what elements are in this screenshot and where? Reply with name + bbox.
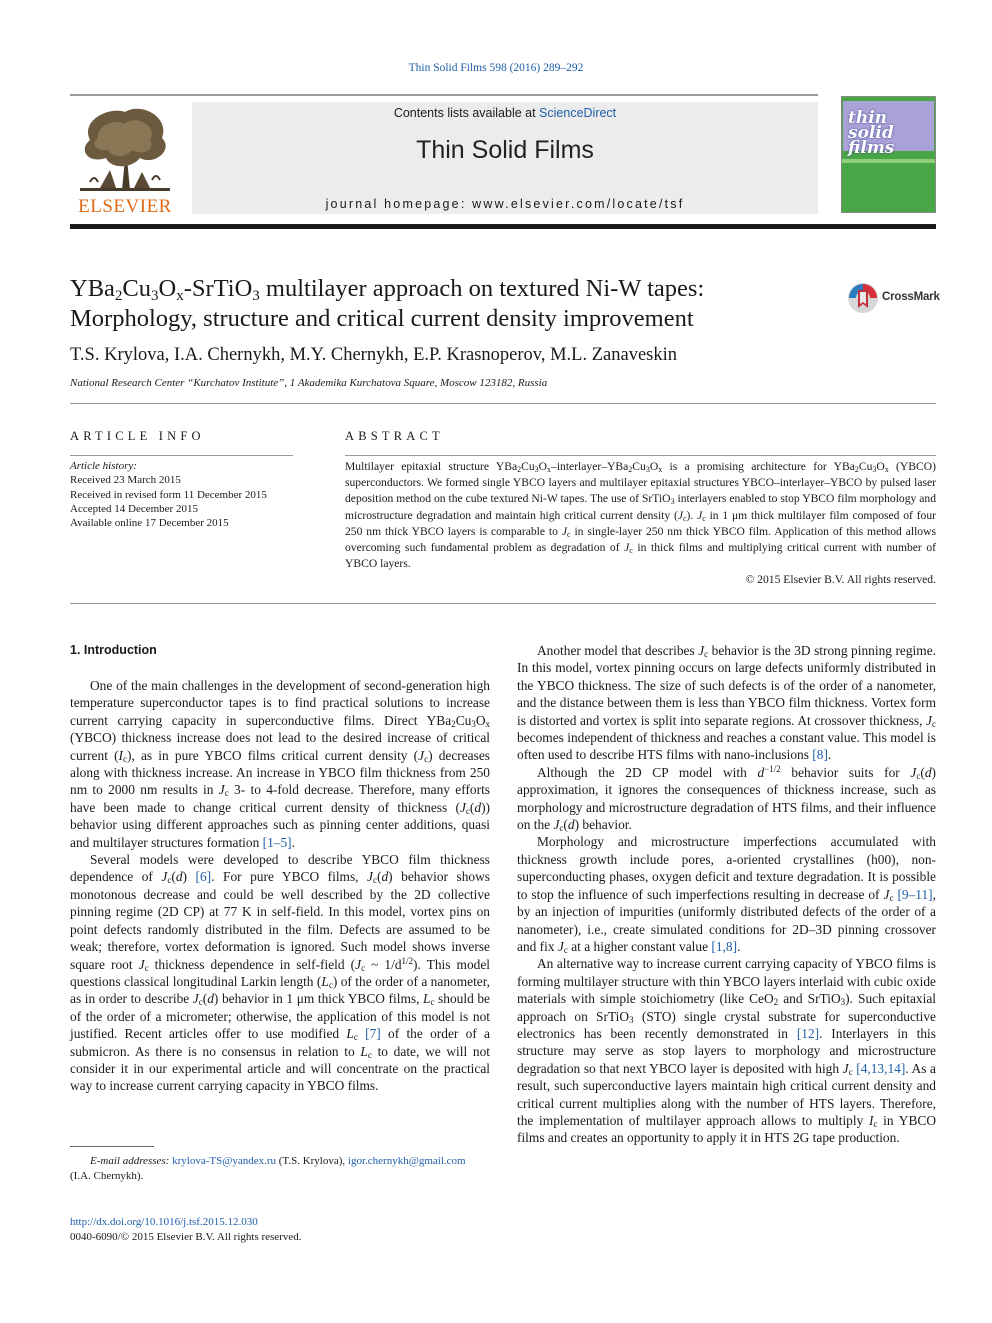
citation-link[interactable]: [8] xyxy=(812,747,828,763)
abstract-divider xyxy=(70,603,936,604)
contents-line xyxy=(192,106,818,120)
journal-reference-link[interactable]: Thin Solid Films 598 (2016) 289–292 xyxy=(408,62,584,74)
paragraph: Another model that describes $J_c$ behavior is the 3D strong pinning regime. In this model, vortex pinning occurs on large defects uniformly distributed in the YBCO thickness. The size of such defects is of the order of a nanometer, and the distance between them is less than YBCO film thickness. Vortex form is distorted and vortex is split into separate regions. At crossover thickness, $J_c$ becomes independent of thickness and reaches a constant value. This model is often used to describe HTS films with nano-inclusions [8]. xyxy=(517,643,936,763)
affiliation: National Research Center “Kurchatov Institute”, 1 Akademika Kurchatova Square, Moscow 123182, Russia xyxy=(70,377,548,389)
paragraph: An alternative way to increase current carrying capacity of YBCO films is forming multilayer structure with thin YBCO layers interlaid with cubic oxide materials with simple stoichiometry (like CeO$_2$ and SrTiO$_3$). Such epitaxial approach on SrTiO$_3$ (STO) single crystal substrate for superconductive electronics has been recently demonstrated in [12]. Interlayers in this structure may serve as stop layers to morphology and microstructure degradation so that next YBCO layer is deposited with high $J_c$ [4,13,14]. As a result, such superconductive layers maintain high critical current density and critical current multiplies along with the number of HTS layers. Therefore, the implementation of multilayer approach allows to multiply $I_c$ in YBCO films and creates an opportunity to apply it in HTS 2G tape production. xyxy=(517,956,936,1146)
abstract-copyright: © 2015 Elsevier B.V. All rights reserved. xyxy=(745,573,936,587)
article-title xyxy=(70,274,830,334)
abstract-text xyxy=(345,459,936,589)
citation-link[interactable]: [1–5] xyxy=(262,834,292,850)
body-column-left xyxy=(70,677,490,1095)
author-list: T.S. Krylova, I.A. Chernykh, M.Y. Chernykh, E.P. Krasnoperov, M.L. Zanaveskin xyxy=(70,345,677,365)
doi-link[interactable]: http://dx.doi.org/10.1016/j.tsf.2015.12.030 xyxy=(70,1216,258,1228)
online-date: Available online 17 December 2015 xyxy=(70,517,229,530)
paragraph: Several models were developed to describe YBCO film thickness dependence of $J_c(d)$ [6]. For pure YBCO films, $J_c(d)$ behavior shows monotonous decrease and could be well described by the 2D collective pinning regime (2D CP) at 77 K in self-field. In this model, vortex pins on point defects randomly distributed in the film. Defects are assumed to be weak; therefore, vortex deformation is ignored. Such model shows inverse square root $J_c$ thickness dependence in self-field ($J_c$ ~ $1/d^{1/2}$). This model questions classical longitudinal Larkin length $(L_c)$ of the order of a nanometer, as in order to describe $J_c(d)$ behavior in 1 μm thick YBCO films, $L_c$ should be of the order of a micrometer; otherwise, the application of this model is not justified. Recent articles offer to use modified $L_c$ [7] of the order of a submicron. As there is no consensus in relation to $L_c$ to date, we will not consider it in our experimental article and will concentrate on the practical way to increase current carrying capacity in YBCO films. xyxy=(70,852,491,1094)
revised-date: Received in revised form 11 December 2015 xyxy=(70,488,267,501)
email-link-krylova[interactable]: krylova-TS@yandex.ru xyxy=(172,1155,277,1167)
citation-link[interactable]: [12] xyxy=(796,1025,820,1041)
journal-cover-thumbnail[interactable] xyxy=(841,96,936,213)
doi-block xyxy=(70,1215,302,1245)
citation-link[interactable]: [1,8] xyxy=(711,938,738,954)
abstract-heading: ABSTRACT xyxy=(345,429,444,443)
header-rule xyxy=(70,94,818,96)
received-date: Received 23 March 2015 xyxy=(70,474,181,487)
contents-prefix: Contents lists available at xyxy=(393,106,540,120)
paragraph: Although the 2D CP model with $d^{-1/2}$ behavior suits for $J_c(d)$ approximation, it ignores the consequences of thickness increase, such as morphology and microstructure degradation of HTS films, and their influence on the $J_c(d)$ behavior. xyxy=(517,763,936,834)
issn-line: 0040-6090/© 2015 Elsevier B.V. All rights reserved. xyxy=(70,1231,302,1243)
abstract-rule xyxy=(345,455,936,456)
article-history xyxy=(70,459,293,530)
header-thick-rule xyxy=(70,224,936,229)
title-divider xyxy=(70,403,936,404)
journal-homepage[interactable]: journal homepage: www.elsevier.com/locate/tsf xyxy=(325,197,685,211)
crossmark-label: CrossMark xyxy=(882,291,940,303)
article-info-heading: ARTICLE INFO xyxy=(70,429,205,443)
citation-link[interactable]: [4,13,14] xyxy=(856,1060,906,1076)
footnote-label: E-mail addresses: xyxy=(90,1155,173,1167)
sciencedirect-link[interactable]: ScienceDirect xyxy=(539,106,617,120)
section-heading-introduction: 1. Introduction xyxy=(70,643,157,657)
paragraph: One of the main challenges in the development of second-generation high temperature superconductor tapes is to find practical solutions to increase current carrying capacity in superconductive films. Direct $YBa_2Cu_3O_x$ (YBCO) thickness increase does not lead to the desired increase of critical current $(I_c)$, as in pure YBCO films critical current density $(J_c)$ decreases along with thickness increase. An increase in YBCO film thickness from 250 nm to 2000 nm results in $J_c$ 3- to 4-fold decrease. Therefore, many efforts have been made to change critical current density of thickness $(J_c(d))$ behavior using different approaches such as pinning center additions, quasi and multilayer structures formation [1–5]. xyxy=(70,678,490,850)
citation-link[interactable]: [6] xyxy=(195,869,212,885)
title-line-1: $YBa_2Cu_3O_x-SrTiO_3$ multilayer approach on textured Ni-W tapes: xyxy=(70,275,705,304)
crossmark-badge[interactable] xyxy=(846,280,938,316)
email-link-chernykh[interactable]: igor.chernykh@gmail.com xyxy=(347,1155,466,1167)
elsevier-wordmark: ELSEVIER xyxy=(78,196,172,217)
article-info-rule xyxy=(70,455,293,456)
accepted-date: Accepted 14 December 2015 xyxy=(70,502,198,515)
citation-link[interactable]: [7] xyxy=(365,1026,381,1042)
title-line-2: Morphology, structure and critical current density improvement xyxy=(70,305,694,332)
history-label: Article history: xyxy=(70,460,137,472)
paragraph: Morphology and microstructure imperfections accumulated with thickness growth include pores, a-oriented crystallines (h00), non-superconducting phases, oxygen deficit and texture degradation. It is possible to stop the influence of such imperfections resulting in decrease of $J_c$ [9–11], by an injection of impurities (uniformly distributed defects of the order of a nanometer), i.e., create simulated conditions for 2D–3D pinning crossover and fix $J_c$ at a higher constant value [1,8]. xyxy=(517,834,936,955)
crossmark-icon xyxy=(846,280,880,316)
journal-name: Thin Solid Films xyxy=(416,136,594,164)
cover-title-graphic: thin solid films xyxy=(848,108,895,158)
footnote-rule xyxy=(70,1146,154,1147)
citation-link[interactable]: [9–11] xyxy=(897,886,933,902)
body-column-right xyxy=(517,642,936,1147)
footnote-name-2: (I.A. Chernykh). xyxy=(70,1170,144,1182)
cover-band xyxy=(842,159,936,163)
email-footnote xyxy=(70,1154,490,1184)
abstract-body: Multilayer epitaxial structure $YBa_2Cu_3O_x-interlayer-YBa_2Cu_3O_x$ is a promising architecture for $YBa_2Cu_3O_x$ (YBCO) superconductors. We formed single YBCO layers and multilayer epitaxial structures YBCO–interlayer–YBCO by pulsed laser deposition method on the cube textured Ni-W tapes. The use of SrTiO$_3$ interlayers enabled to stop YBCO film morphology and microstructure degradation and maintain high critical current density $(J_c)$. $J_c$ in 1 μm thick multilayer film composed of four 250 nm thick YBCO layers is comparable to $J_c$ in single-layer 250 nm thick YBCO film. Application of this method allows overcoming such fundamental problem as degradation of $J_c$ in thick films and multiplying critical current with number of YBCO layers. xyxy=(345,460,936,571)
footnote-name-1: (T.S. Krylova), xyxy=(276,1155,348,1167)
